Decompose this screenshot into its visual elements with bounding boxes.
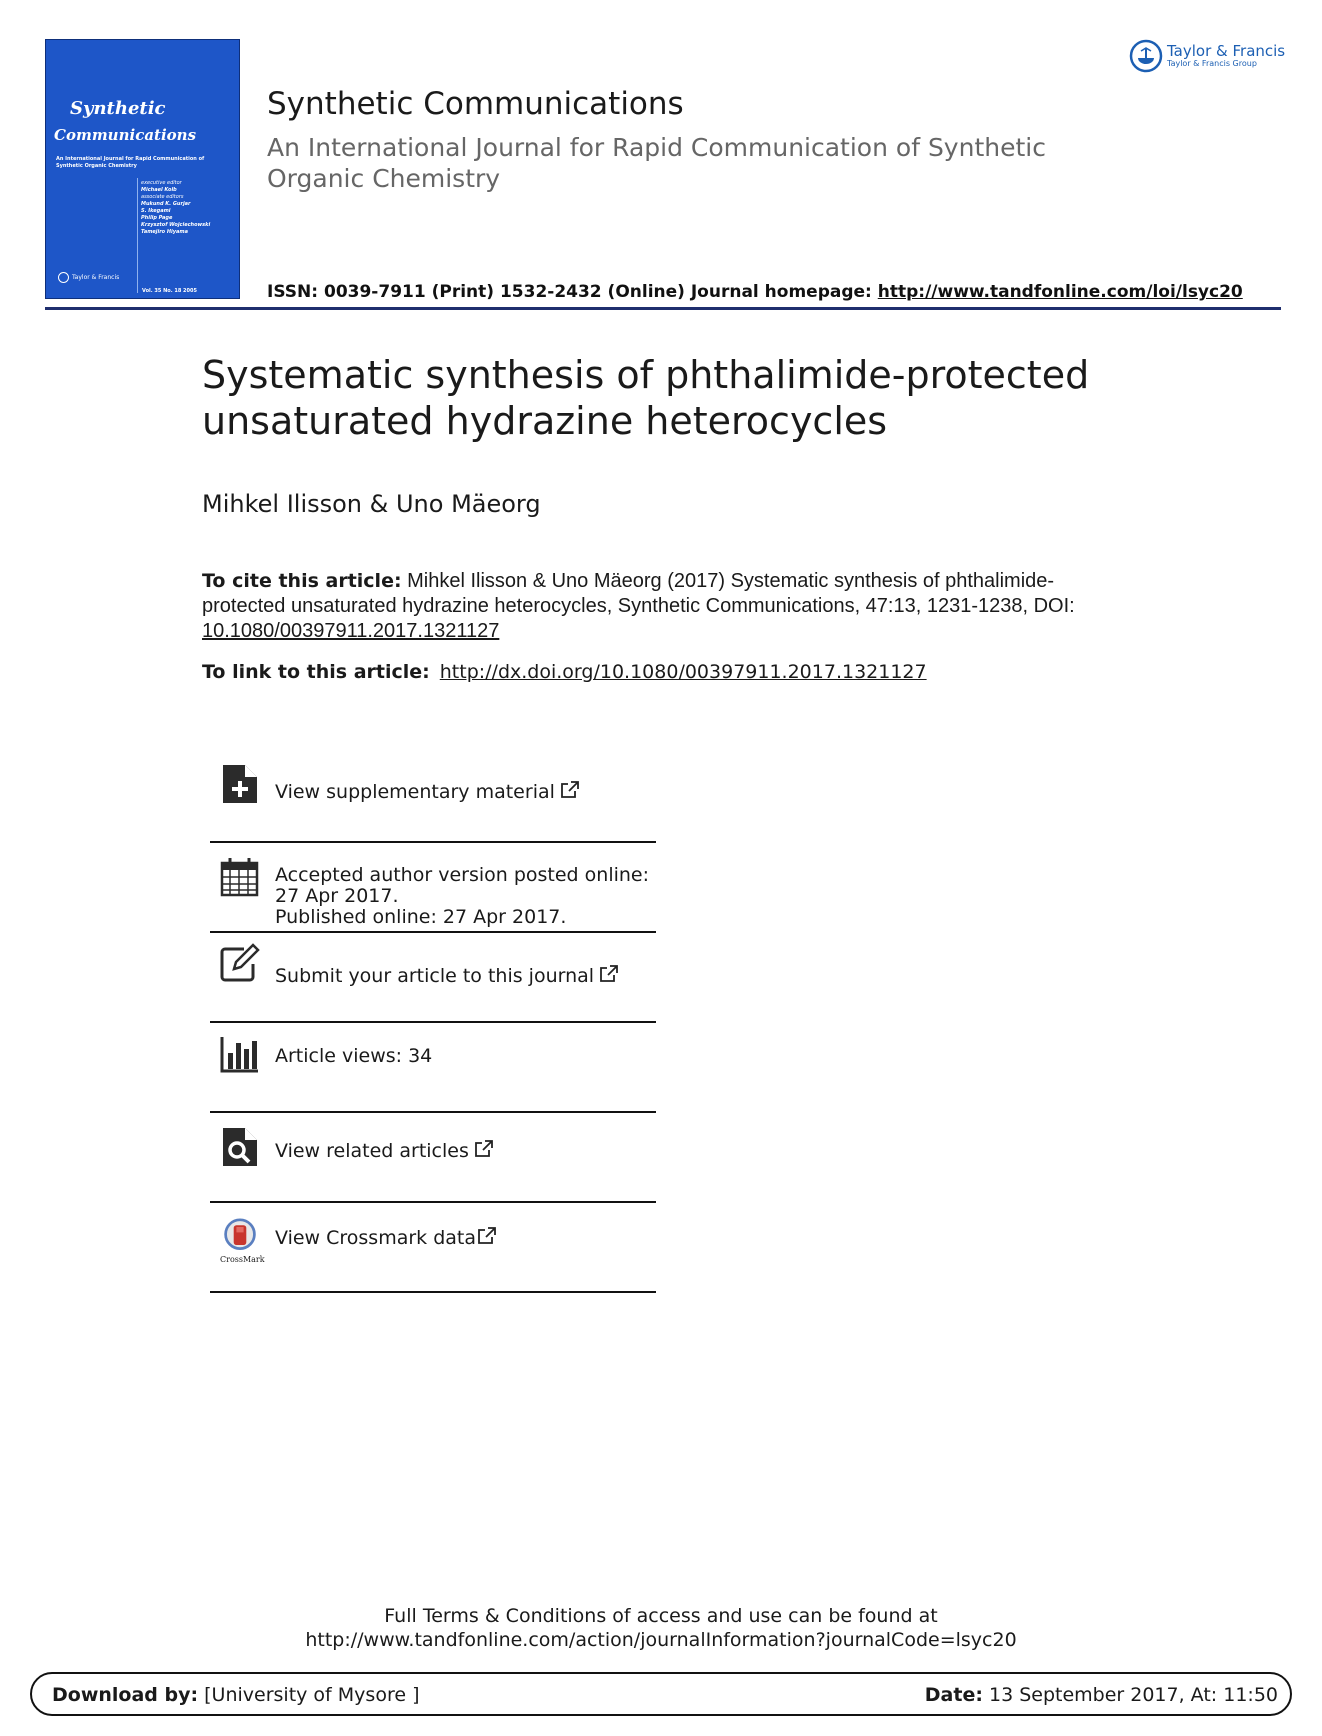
cover-volume: Vol. 35 No. 18 2005 [142, 288, 197, 294]
publication-dates-row [210, 843, 656, 933]
accepted-date: Accepted author version posted online: 27 Apr 2017. [275, 864, 650, 907]
submit-article-label: Submit your article to this journal [275, 965, 618, 987]
issn-text: ISSN: 0039-7911 (Print) 1532-2432 (Online) Journal homepage: [267, 282, 878, 302]
publication-dates [275, 865, 655, 928]
publisher-group: Taylor & Francis Group [1167, 59, 1257, 68]
article-views-row [210, 1023, 656, 1113]
file-plus-icon [220, 764, 260, 804]
publisher-logo [1129, 39, 1285, 73]
calendar-icon [220, 857, 260, 897]
supplementary-label: View supplementary material [275, 781, 579, 803]
issn-line [267, 282, 1243, 302]
header-divider [45, 307, 1281, 310]
edit-icon [220, 943, 260, 983]
publisher-name: Taylor & Francis [1167, 42, 1286, 60]
journal-title: Synthetic Communications [267, 86, 684, 122]
journal-cover-image [45, 39, 240, 299]
external-link-icon [475, 1140, 493, 1158]
row-divider [210, 1291, 656, 1293]
submit-article-row[interactable] [210, 933, 656, 1023]
bar-chart-icon [220, 1035, 260, 1075]
external-link-icon [600, 965, 618, 983]
cover-divider [137, 178, 138, 293]
citation [202, 569, 1132, 644]
cite-doi-link[interactable]: 10.1080/00397911.2017.1321127 [202, 620, 500, 642]
article-views: Article views: 34 [275, 1045, 433, 1067]
download-date: Date: 13 September 2017, At: 11:50 [924, 1684, 1278, 1706]
terms-url-link[interactable]: http://www.tandfonline.com/action/journalInformation?journalCode=lsyc20 [305, 1629, 1017, 1651]
crossmark-label: View Crossmark data [275, 1227, 496, 1249]
link-label: To link to this article: [202, 661, 430, 683]
related-articles-row[interactable] [210, 1113, 656, 1203]
terms-line: Full Terms & Conditions of access and use can be found at [384, 1605, 938, 1627]
file-search-icon [220, 1127, 260, 1167]
download-by: Download by: [University of Mysore ] [52, 1684, 420, 1706]
cover-publisher-logo: Taylor & Francis [58, 272, 119, 283]
published-date: Published online: 27 Apr 2017. [275, 906, 567, 928]
supplementary-row[interactable] [210, 757, 656, 843]
cover-title-line2: Communications [54, 126, 197, 144]
download-info-bar [30, 1672, 1292, 1716]
related-articles-label: View related articles [275, 1140, 493, 1162]
cover-title-line1: Synthetic [70, 98, 166, 119]
cover-subtitle: An International Journal for Rapid Communication of Synthetic Organic Chemistry [56, 156, 205, 169]
article-title: Systematic synthesis of phthalimide-protected unsaturated hydrazine heterocycles [202, 353, 1090, 443]
article-doi-link[interactable]: http://dx.doi.org/10.1080/00397911.2017.1321127 [439, 661, 927, 683]
terms-notice [0, 1604, 1322, 1652]
tf-emblem-icon [1129, 39, 1163, 73]
cite-label: To cite this article: [202, 570, 402, 592]
cover-editors: executive editor Michael Kolb associate editors Mukund K. Gurjar S. Ikegami Philip Page Krzysztof Wojciechowski Tamejiro Hiyama [141, 180, 211, 235]
article-link-line [202, 661, 927, 683]
crossmark-icon: CrossMark [220, 1218, 260, 1266]
journal-homepage-link[interactable]: http://www.tandfonline.com/loi/lsyc20 [877, 282, 1243, 302]
external-link-icon [561, 781, 579, 799]
crossmark-row[interactable] [210, 1203, 656, 1293]
external-link-icon [478, 1227, 496, 1245]
article-authors: Mihkel Ilisson & Uno Mäeorg [202, 490, 541, 518]
journal-subtitle: An International Journal for Rapid Communication of Synthetic Organic Chemistry [267, 133, 1046, 193]
cite-text: Mihkel Ilisson & Uno Mäeorg (2017) Systematic synthesis of phthalimide-protected unsaturated hydrazine heterocycles, Synthetic Communications, 47:13, 1231-1238, DOI: [202, 570, 1075, 617]
